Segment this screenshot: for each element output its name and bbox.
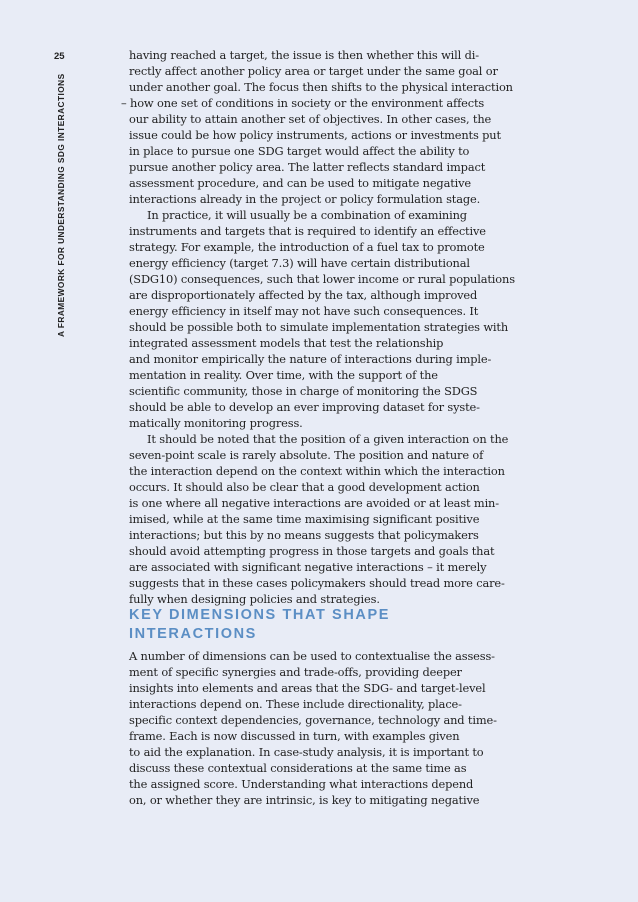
text-line: A number of dimensions can be used to contextualise the assess- <box>129 649 495 663</box>
text-line: integrated assessment models that test the relationship <box>129 336 444 350</box>
section-heading-line: KEY DIMENSIONS THAT SHAPE <box>129 607 391 623</box>
text-line: our ability to attain another set of objectives. In other cases, the <box>129 112 492 126</box>
text-line: fully when designing policies and strategies. <box>129 592 380 606</box>
text-line: strategy. For example, the introduction of a fuel tax to promote <box>129 240 485 254</box>
text-line: It should be noted that the position of a given interaction on the <box>147 432 509 446</box>
text-line: insights into elements and areas that the SDG- and target-level <box>129 681 486 695</box>
text-line: specific context dependencies, governance, technology and time- <box>129 713 497 727</box>
text-line: are disproportionately affected by the tax, although improved <box>129 288 478 302</box>
text-line: matically monitoring progress. <box>129 416 303 430</box>
text-line: interactions; but this by no means suggests that policymakers <box>129 528 479 542</box>
text-line: In practice, it will usually be a combination of examining <box>147 208 467 222</box>
text-line: pursue another policy area. The latter reflects standard impact <box>129 160 486 174</box>
text-line: under another goal. The focus then shifts to the physical interaction <box>129 80 513 94</box>
running-head: A FRAMEWORK FOR UNDERSTANDING SDG INTERACTIONS <box>56 73 66 337</box>
text-line: interactions already in the project or policy formulation stage. <box>129 192 481 206</box>
text-line: seven-point scale is rarely absolute. The position and nature of <box>129 448 484 462</box>
text-line: should avoid attempting progress in those targets and goals that <box>129 544 495 558</box>
text-line: imised, while at the same time maximising significant positive <box>129 512 480 526</box>
text-line: instruments and targets that is required to identify an effective <box>129 224 486 238</box>
text-line: in place to pursue one SDG target would affect the ability to <box>129 144 470 158</box>
text-line: on, or whether they are intrinsic, is key to mitigating negative <box>129 793 480 807</box>
text-line: energy efficiency in itself may not have such consequences. It <box>129 304 479 318</box>
text-line: mentation in reality. Over time, with the support of the <box>129 368 438 382</box>
text-line: is one where all negative interactions are avoided or at least min- <box>129 496 499 510</box>
text-line: are associated with significant negative interactions – it merely <box>129 560 487 574</box>
text-line: should be able to develop an ever improving dataset for syste- <box>129 400 480 414</box>
text-line: having reached a target, the issue is then whether this will di- <box>129 48 479 62</box>
text-line: frame. Each is now discussed in turn, with examples given <box>129 729 460 743</box>
text-line: energy efficiency (target 7.3) will have certain distributional <box>129 256 470 270</box>
text-line: the assigned score. Understanding what interactions depend <box>129 777 474 791</box>
text-line: should be possible both to simulate implementation strategies with <box>129 320 509 334</box>
text-line: and monitor empirically the nature of interactions during imple- <box>129 352 492 366</box>
text-line: (SDG10) consequences, such that lower income or rural populations <box>129 272 515 286</box>
section-body-text <box>129 648 497 808</box>
body-text <box>121 47 515 607</box>
section-heading <box>129 606 390 644</box>
text-line: the interaction depend on the context within which the interaction <box>129 464 505 478</box>
text-line: discuss these contextual considerations at the same time as <box>129 761 467 775</box>
section-heading-line: INTERACTIONS <box>129 626 257 642</box>
text-line: rectly affect another policy area or target under the same goal or <box>129 64 498 78</box>
text-line: interactions depend on. These include directionality, place- <box>129 697 462 711</box>
text-line: scientific community, those in charge of monitoring the SDGS <box>129 384 478 398</box>
text-line: to aid the explanation. In case-study analysis, it is important to <box>129 745 484 759</box>
text-line: assessment procedure, and can be used to mitigate negative <box>129 176 472 190</box>
text-line: ment of specific synergies and trade-offs, providing deeper <box>129 665 462 679</box>
page-number: 25 <box>54 51 65 62</box>
text-line: issue could be how policy instruments, actions or investments put <box>129 128 501 142</box>
text-line: – how one set of conditions in society or the environment affects <box>121 96 485 110</box>
text-line: occurs. It should also be clear that a good development action <box>129 480 480 494</box>
text-line: suggests that in these cases policymakers should tread more care- <box>129 576 505 590</box>
